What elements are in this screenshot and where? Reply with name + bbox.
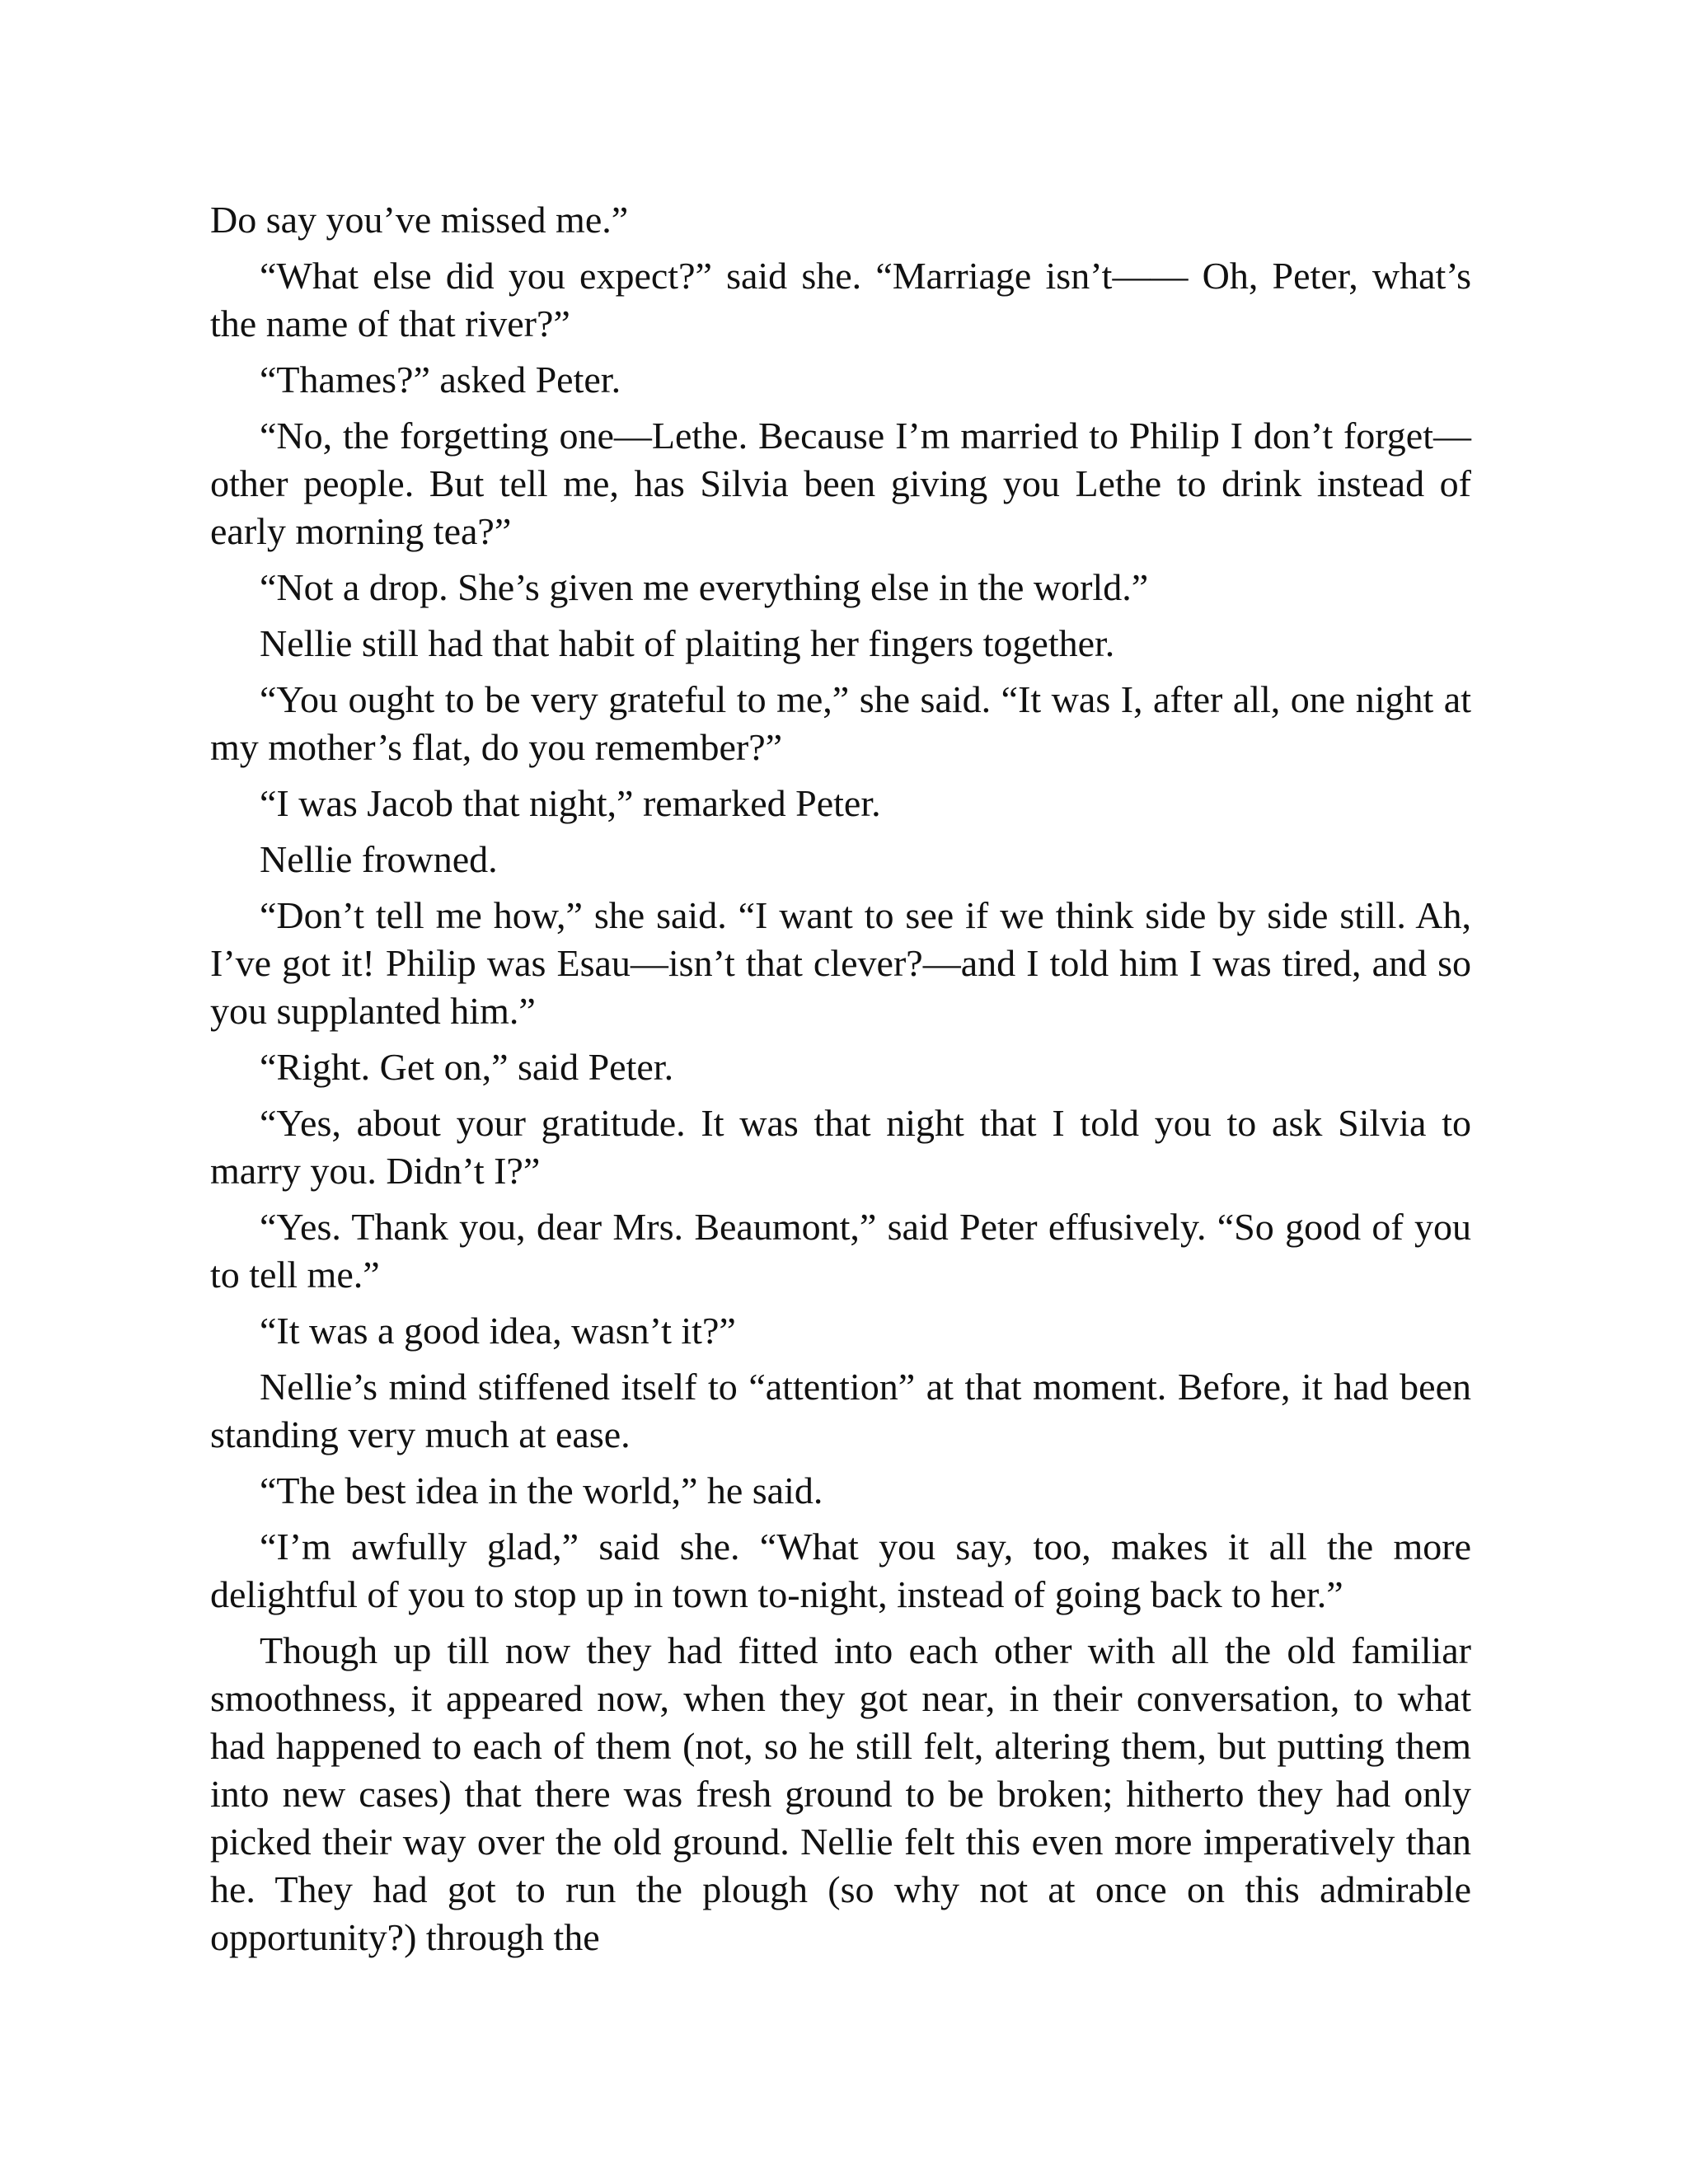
paragraph: “No, the forgetting one—Lethe. Because I’m married to Philip I don’t forget—other people. But tell me, has Silvia been giving you Lethe to drink instead of early morning tea?” [210,415,1471,552]
paragraph: Though up till now they had fitted into each other with all the old familiar smoothness, it appeared now, when they got near, in their conversation, to what had happened to each of them (not, so he still felt, altering them, but putting them into new cases) that there was fresh ground to be broken; hitherto they had only picked their way over the old ground. Nellie felt this even more imperatively than he. They had got to run the plough (so why not at once on this admirable opportunity?) through the [210,1629,1471,1958]
paragraph: “It was a good idea, wasn’t it?” [260,1310,736,1352]
paragraph: “You ought to be very grateful to me,” she said. “It was I, after all, one night at my mother’s flat, do you remember?” [210,678,1471,768]
paragraph: “I’m awfully glad,” said she. “What you say, too, makes it all the more delightful of you to stop up in town to-night, instead of going back to her.” [210,1526,1471,1615]
paragraph: Nellie frowned. [260,838,498,880]
paragraph: Nellie still had that habit of plaiting her fingers together. [260,622,1115,664]
paragraph: “Right. Get on,” said Peter. [260,1046,674,1088]
paragraph: Do say you’ve missed me.” [210,199,629,241]
paragraph: Nellie’s mind stiffened itself to “attention” at that moment. Before, it had been standing very much at ease. [210,1366,1471,1455]
book-page [210,196,1471,1970]
paragraph: “The best idea in the world,” he said. [260,1469,823,1511]
paragraph: “Thames?” asked Peter. [260,359,621,401]
paragraph: “Not a drop. She’s given me everything else in the world.” [260,566,1149,608]
paragraph: “I was Jacob that night,” remarked Peter. [260,782,881,824]
paragraph: “Don’t tell me how,” she said. “I want to see if we think side by side still. Ah, I’ve got it! Philip was Esau—isn’t that clever?—and I told him I was tired, and so you supplanted him.” [210,894,1471,1032]
paragraph: “Yes. Thank you, dear Mrs. Beaumont,” said Peter effusively. “So good of you to tell me.” [210,1206,1471,1296]
paragraph: “Yes, about your gratitude. It was that night that I told you to ask Silvia to marry you. Didn’t I?” [210,1102,1471,1192]
paragraph: “What else did you expect?” said she. “Marriage isn’t—— Oh, Peter, what’s the name of that river?” [210,255,1471,344]
